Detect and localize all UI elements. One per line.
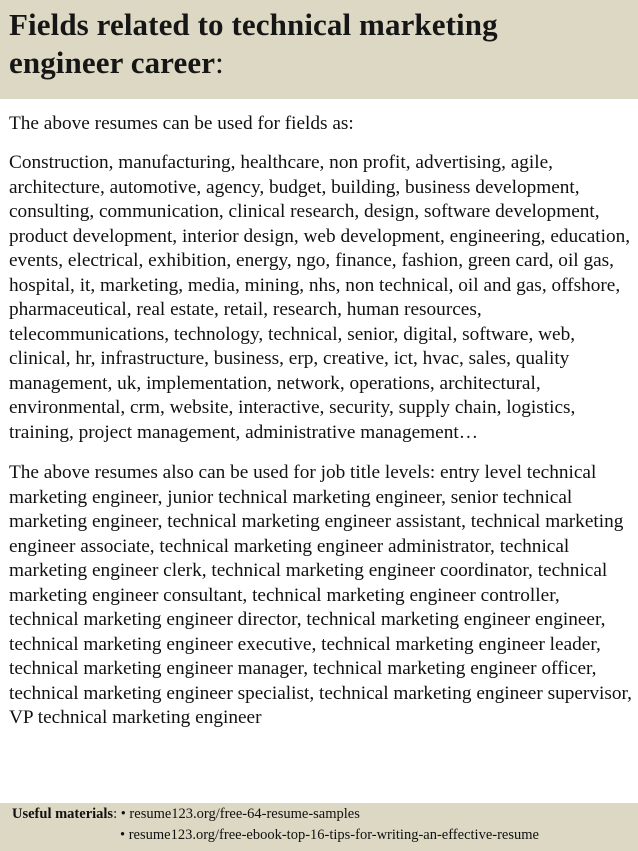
useful-materials-label: Useful materials xyxy=(12,806,114,822)
footer-band xyxy=(0,803,638,851)
ebook-tips-link[interactable]: • resume123.org/free-ebook-top-16-tips-for-writing-an-effective-resume xyxy=(120,827,539,843)
title-line-2: engineer career xyxy=(9,45,216,80)
title-colon: : xyxy=(215,45,224,80)
fields-paragraph: Construction, manufacturing, healthcare, non profit, advertising, agile, architecture, automotive, agency, budget, building, business development, consulting, communication, clinical research, design, software development, product development, interior design, web development, engineering, education, events, electrical, exhibition, energy, ngo, finance, fashion, green card, oil gas, hospital, it, marketing, media, mining, nhs, non technical, oil and gas, offshore, pharmaceutical, real estate, retail, research, human resources, telecommunications, technology, technical, senior, digital, software, web, clinical, hr, infrastructure, business, erp, creative, ict, hvac, sales, quality management, uk, implementation, network, operations, architectural, environmental, crm, website, interactive, security, supply chain, logistics, training, project management, administrative management… xyxy=(9,152,631,443)
intro-text: The above resumes can be used for fields as: xyxy=(9,113,354,134)
job-levels-paragraph: The above resumes also can be used for job title levels: entry level technical marketing engineer, junior technical marketing engineer, senior technical marketing engineer, technical marketing engineer assistant, technical marketing engineer associate, technical marketing engineer administrator, technical marketing engineer clerk, technical marketing engineer coordinator, technical marketing engineer consultant, technical marketing engineer controller, technical marketing engineer director, technical marketing engineer engineer, technical marketing engineer executive, technical marketing engineer leader, technical marketing engineer manager, technical marketing engineer officer, technical marketing engineer specialist, technical marketing engineer supervisor, VP technical marketing engineer xyxy=(9,462,632,728)
footer-row-1 xyxy=(12,804,638,825)
title-line-1: Fields related to technical marketing xyxy=(9,7,498,42)
footer-row-2 xyxy=(12,825,638,846)
resume-samples-link[interactable]: • resume123.org/free-64-resume-samples xyxy=(120,806,360,822)
main-content xyxy=(9,112,633,731)
useful-materials-colon: : xyxy=(113,806,118,822)
